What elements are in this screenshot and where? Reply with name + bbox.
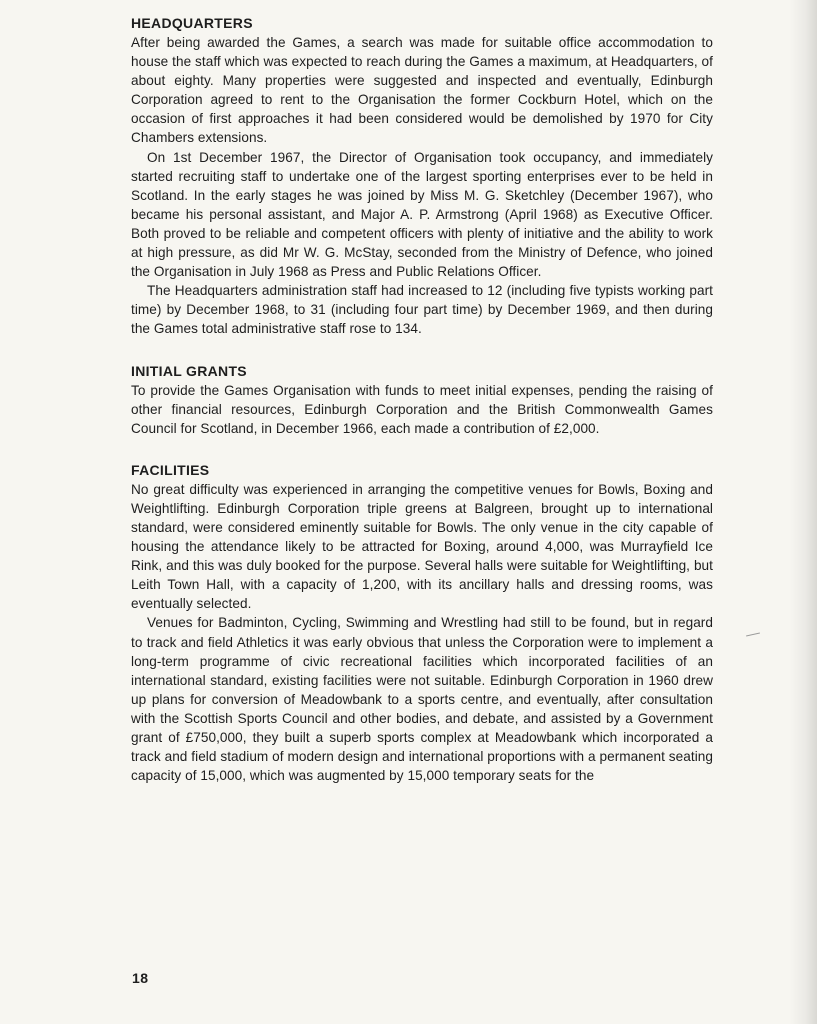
paragraph: No great difficulty was experienced in arranging the competitive venues for Bowls, Boxing and Weightlifting. Edinburgh Corporation triple greens at Balgreen, brought up to international standard, were considered eminently suitable for Bowls. The only venue in the city capable of housing the attendance likely to be attracted for Boxing, around 4,000, was Murrayfield Ice Rink, and this was duly booked for the purpose. Several halls were suitable for Weightlifting, but Leith Town Hall, with a capacity of 1,200, with its ancillary halls and dressing rooms, was eventually selected. bbox=[131, 481, 713, 612]
section-initial-grants bbox=[131, 362, 713, 438]
paragraph: After being awarded the Games, a search was made for suitable office accommodation to house the staff which was expected to reach during the Games a maximum, at Headquarters, of about eighty. Many properties were suggested and inspected and eventually, Edinburgh Corporation agreed to rent to the Organisation the former Cockburn Hotel, which on the occasion of first approaches it had been considered would be demolished by 1970 for City Chambers extensions. bbox=[131, 35, 713, 146]
page-number: 18 bbox=[132, 970, 149, 986]
section-facilities bbox=[131, 461, 713, 786]
paragraph: On 1st December 1967, the Director of Organisation took occupancy, and immediately started recruiting staff to undertake one of the largest sporting enterprises ever to be held in Scotland. In the early stages he was joined by Miss M. G. Sketchley (December 1967), who became his personal assistant, and Major A. P. Armstrong (April 1968) as Executive Officer. Both proved to be reliable and competent officers with plenty of initiative and the ability to work at high pressure, as did Mr W. G. McStay, seconded from the Ministry of Defence, who joined the Organisation in July 1968 as Press and Public Relations Officer. bbox=[131, 149, 713, 280]
document-body bbox=[131, 14, 713, 808]
section-heading: INITIAL GRANTS bbox=[131, 362, 247, 379]
page-edge-shadow bbox=[789, 0, 817, 1024]
paragraph: Venues for Badminton, Cycling, Swimming and Wrestling had still to be found, but in regard to track and field Athletics it was early obvious that unless the Corporation were to implement a long-term programme of civic recreational facilities which incorporated facilities of an international standard, existing facilities were not suitable. Edinburgh Corporation in 1960 drew up plans for conversion of Meadowbank to a sports centre, and eventually, after consultation with the Scottish Sports Council and other bodies, and debate, and assisted by a Government grant of £750,000, they built a superb sports complex at Meadowbank which incorporated a track and field stadium of modern design and international proportions with a permanent seating capacity of 15,000, which was augmented by 15,000 temporary seats for the bbox=[131, 615, 713, 784]
section-headquarters bbox=[131, 14, 713, 339]
paragraph: To provide the Games Organisation with funds to meet initial expenses, pending the raising of other financial resources, Edinburgh Corporation and the British Commonwealth Games Council for Scotland, in December 1966, each made a contribution of £2,000. bbox=[131, 382, 713, 436]
section-heading: HEADQUARTERS bbox=[131, 15, 253, 31]
section-heading: FACILITIES bbox=[131, 461, 210, 478]
paragraph: The Headquarters administration staff had increased to 12 (including five typists working part time) by December 1968, to 31 (including four part time) by December 1969, and then during the Games total administrative staff rose to 134. bbox=[131, 283, 713, 337]
margin-mark bbox=[746, 633, 760, 637]
